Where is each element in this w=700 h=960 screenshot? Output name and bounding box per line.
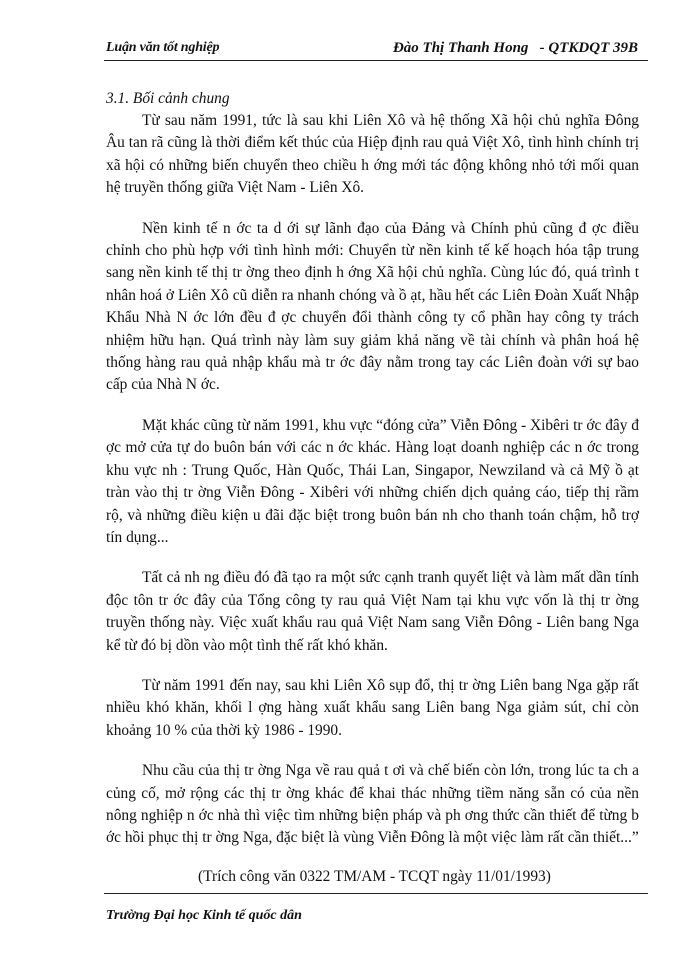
paragraph-4: Tất cả nh ng điều đó đã tạo ra một sức cạnh tranh quyết liệt và làm mất dần tính độc tôn tr ớc đây của Tổng công ty rau quả Việt Nam tại khu vực vốn là thị tr ờng truyền thống này. Việc xuất khẩu rau quả Việt Nam sang Viễn Đông - Liên bang Nga kể từ đó bị dồn vào một tình thế rất khó khăn.	[106, 569, 639, 654]
paragraph-5: Từ năm 1991 đến nay, sau khi Liên Xô sụp đổ, thị tr ờng Liên bang Nga gặp rất nhiều khó khăn, khối l ợng hàng xuất khẩu sang Liên bang Nga giảm sút, chỉ còn khoảng 10 % của thời kỳ 1986 - 1990.	[106, 676, 639, 739]
author-class-label: Đào Thị Thanh Hong - QTKDQT 39B	[392, 40, 638, 56]
page-header	[106, 36, 646, 58]
header-divider	[104, 60, 648, 61]
footer-divider	[104, 893, 648, 894]
paragraph-2: Nền kinh tế n ớc ta d ới sự lãnh đạo của Đảng và Chính phủ cũng đ ợc điều chỉnh cho phù hợp với tình hình mới: Chuyển từ nền kinh tế kế hoạch hóa tập trung sang nền kinh tế thị tr ờng theo định h ớng Xã hội chủ nghĩa. Cùng lúc đó, quá trình t nhân hoá ở Liên Xô cũ diễn ra nhanh chóng và ồ ạt, hầu hết các Liên Đoàn Xuất Nhập Khẩu Nhà N ớc lớn đều đ ợc chuyển đổi thành công ty cổ phần hay công ty trách nhiệm hữu hạn. Quá trình này làm suy giảm khả năng về tài chính và phân hoá hệ thống hàng rau quả nhập khẩu mà tr ớc đây nằm trong tay các Liên đoàn với sự bao cấp của Nhà N ớc.	[106, 219, 639, 394]
paragraph-1: Từ sau năm 1991, tức là sau khi Liên Xô và hệ thống Xã hội chủ nghĩa Đông Âu tan rã cũng là thời điểm kết thúc của Hiệp định rau quả Việt Xô, tình hình chính trị xã hội có những biến chuyển theo chiều h ớng mới tác động không nhỏ tới mối quan hệ truyền thống giữa Việt Nam - Liên Xô.	[106, 112, 639, 197]
paragraph-3: Mặt khác cũng từ năm 1991, khu vực “đóng cửa” Viễn Đông - Xibêri tr ớc đây đ ợc mở cửa tự do buôn bán với các n ớc khác. Hàng loạt doanh nghiệp các n ớc trong khu vực nh : Trung Quốc, Hàn Quốc, Thái Lan, Singapor, Newziland và cả Mỹ ồ ạt tràn vào thị tr ờng Viễn Đông - Xibêri với những chiến dịch quảng cáo, tiếp thị rầm rộ, và những điều kiện u đãi đặc biệt trong buôn bán nh cho thanh toán chậm, hỗ trợ tín dụng...	[106, 416, 639, 546]
section-heading: 3.1. Bối cảnh chung	[106, 90, 230, 107]
document-body	[106, 80, 639, 904]
paragraph-6: Nhu cầu của thị tr ờng Nga về rau quả t ơi và chế biến còn lớn, trong lúc ta ch a củng cố, mở rộng các thị tr ờng khác để khai thác những tiềm năng sẵn có của nền nông nghiệp n ớc nhà thì việc tìm những biện pháp và ph ơng thức cần thiết để từng b ớc hồi phục thị tr ờng Nga, đặc biệt là vùng Viễn Đông là một việc làm rất cần thiết...”	[106, 762, 639, 847]
page-footer: Trường Đại học Kinh tế quốc dân	[106, 908, 302, 923]
citation: (Trích công văn 0322 TM/AM - TCQT ngày 11/01/1993)	[198, 867, 551, 885]
thesis-label: Luận văn tốt nghiệp	[106, 40, 220, 55]
